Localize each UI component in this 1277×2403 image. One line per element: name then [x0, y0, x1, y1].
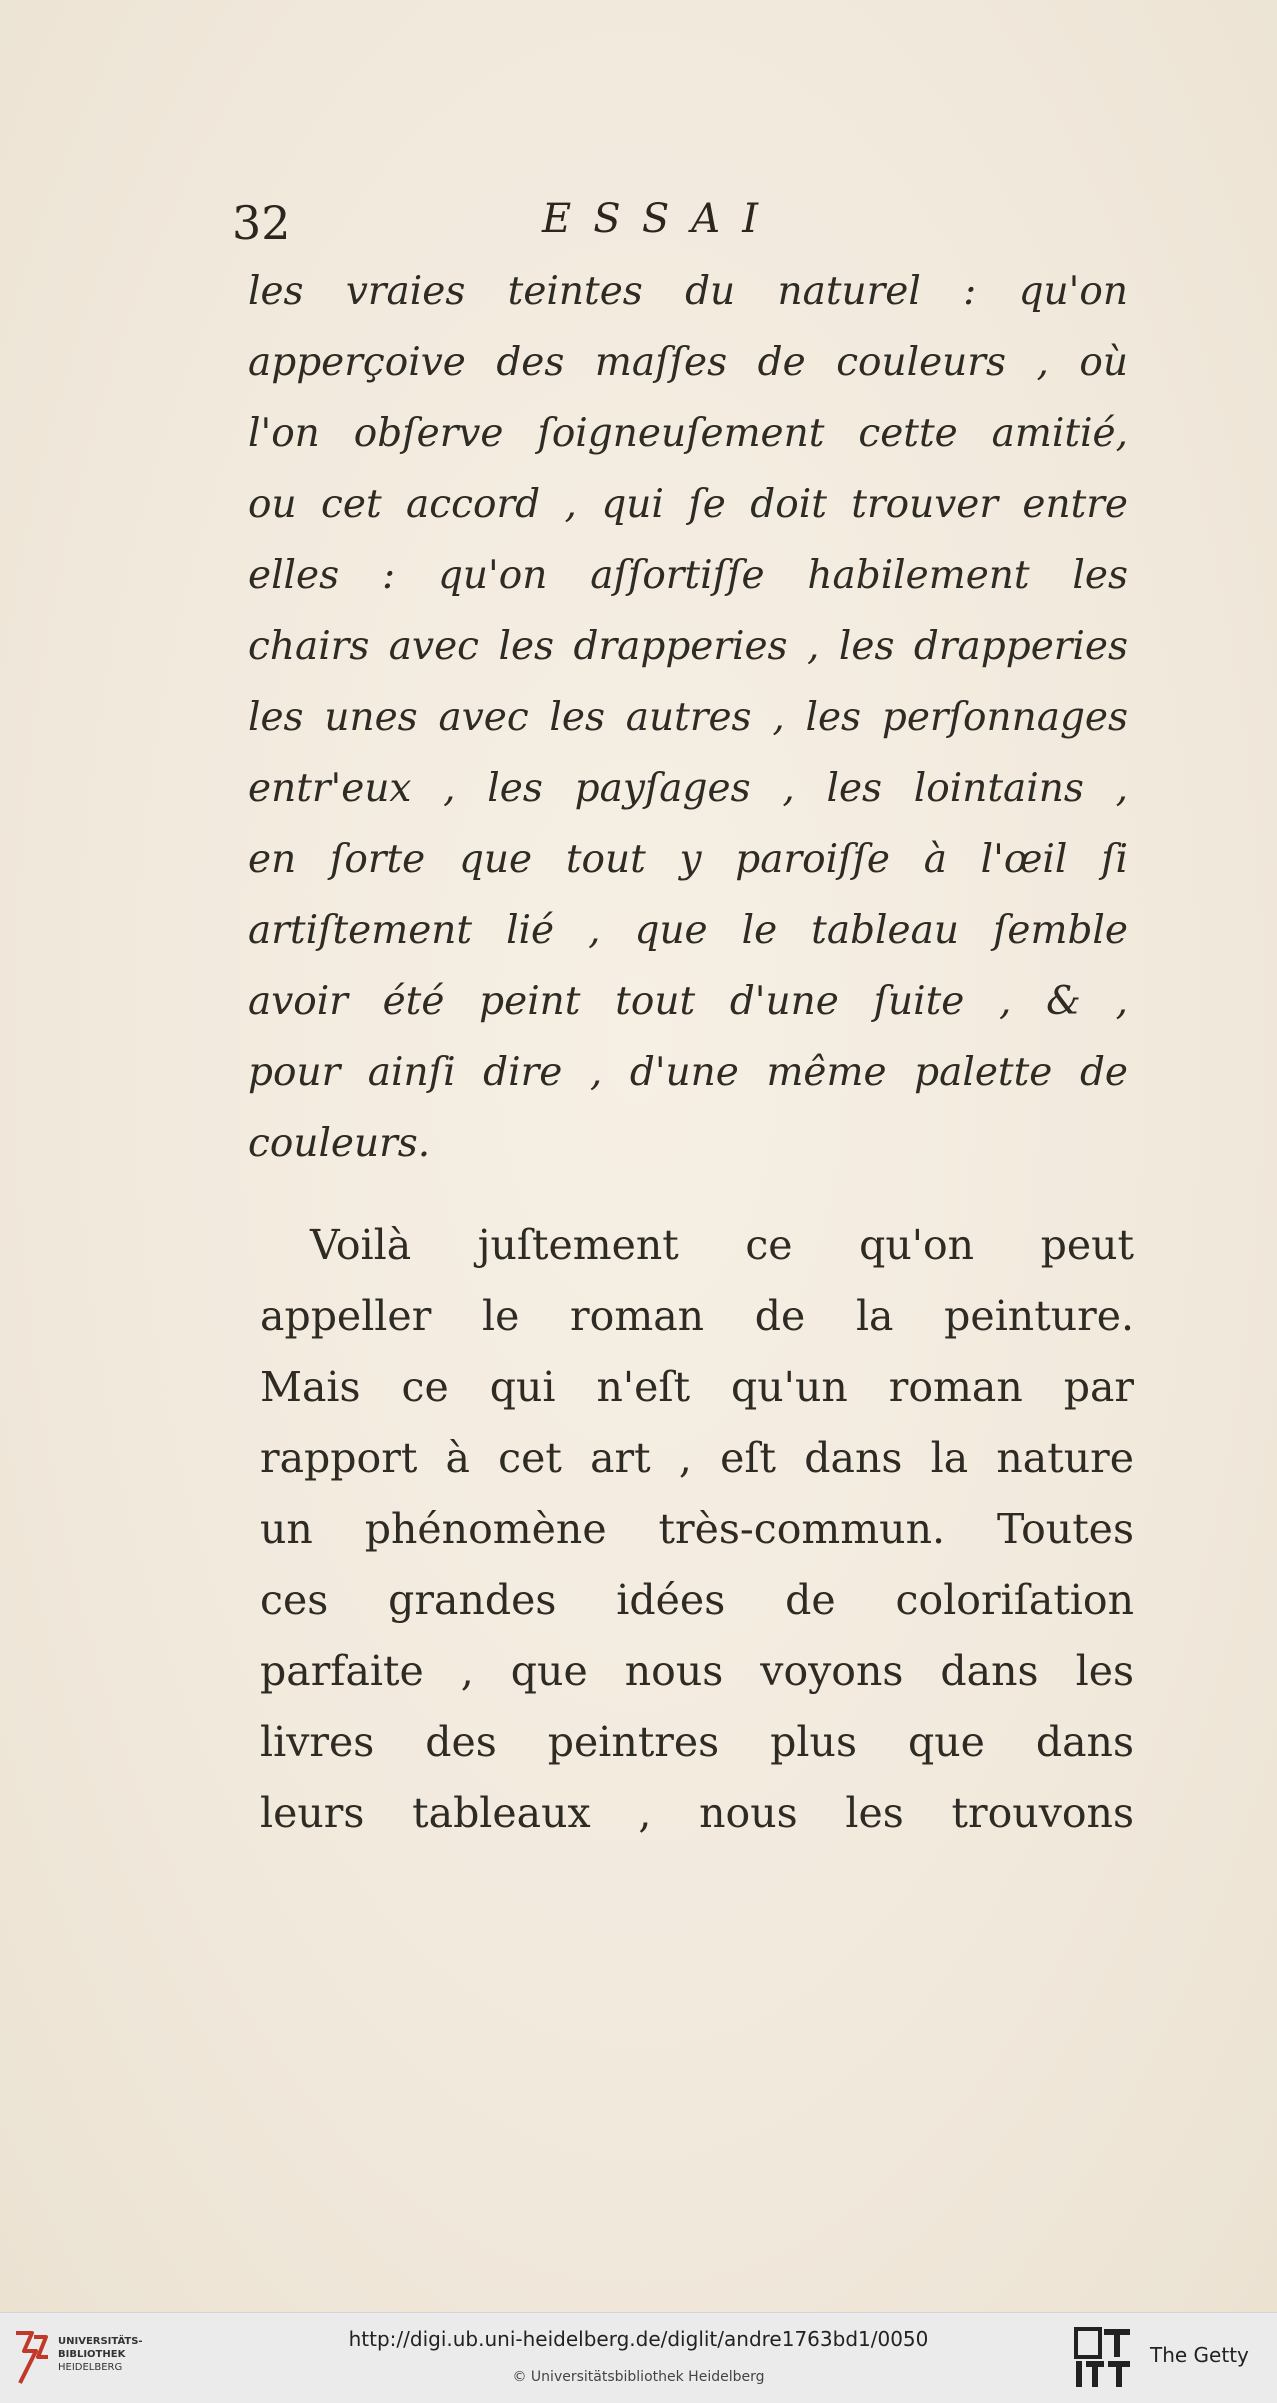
- body-paragraph: [260, 1210, 1134, 1849]
- text-line: rapport à cet art , eſt dans la nature: [260, 1434, 1134, 1482]
- text-line: l'on obſerve ſoigneuſement cette amitié,: [248, 411, 1128, 456]
- text-line: livres des peintres plus que dans: [260, 1718, 1134, 1766]
- running-head: ESSAI: [542, 196, 780, 242]
- text-line: apperçoive des maſſes de couleurs , où: [248, 340, 1128, 385]
- library-name-line: BIBLIOTHEK: [58, 2349, 126, 2360]
- permalink-url[interactable]: http://digi.ub.uni-heidelberg.de/diglit/andre1763bd1/0050: [348, 2327, 929, 2351]
- text-line: entr'eux , les payſages , les lointains ,: [248, 766, 1128, 811]
- text-line: leurs tableaux , nous les trouvons: [260, 1789, 1134, 1837]
- text-line: parfaite , que nous voyons dans les: [260, 1647, 1134, 1695]
- partner-name: The Getty: [1150, 2343, 1249, 2367]
- text-line: Mais ce qui n'eſt qu'un roman par: [260, 1363, 1134, 1411]
- text-line: pour ainſi dire , d'une même palette de: [248, 1050, 1128, 1095]
- text-line: ces grandes idées de coloriſation: [260, 1576, 1134, 1624]
- library-name-line: HEIDELBERG: [58, 2362, 123, 2373]
- page-number: 32: [232, 196, 291, 250]
- library-name-line: UNIVERSITÄTS-: [58, 2336, 143, 2347]
- text-line: un phénomène très-commun. Toutes: [260, 1505, 1134, 1553]
- text-line: ou cet accord , qui ſe doit trouver entre: [248, 482, 1128, 527]
- text-line: appeller le roman de la peinture.: [260, 1292, 1134, 1340]
- text-line: en ſorte que tout y paroiſſe à l'œil ſi: [248, 837, 1128, 882]
- getty-logo-icon: [1074, 2327, 1134, 2389]
- text-line: les unes avec les autres , les perſonnages: [248, 695, 1128, 740]
- text-line: elles : qu'on aſſortiſſe habilement les: [248, 553, 1128, 598]
- text-line: couleurs.: [248, 1121, 431, 1166]
- text-line: avoir été peint tout d'une ſuite , & ,: [248, 979, 1128, 1024]
- text-line: artiſtement lié , que le tableau ſemble: [248, 908, 1128, 953]
- viewer-footer: [0, 2312, 1277, 2403]
- text-line: chairs avec les drapperies , les drapperies: [248, 624, 1128, 669]
- copyright-notice: © Universitätsbibliothek Heidelberg: [512, 2369, 765, 2385]
- italic-quotation: [248, 256, 1128, 1179]
- text-line: Voilà juſtement ce qu'on peut: [310, 1221, 1134, 1269]
- text-line: les vraies teintes du naturel : qu'on: [248, 269, 1128, 314]
